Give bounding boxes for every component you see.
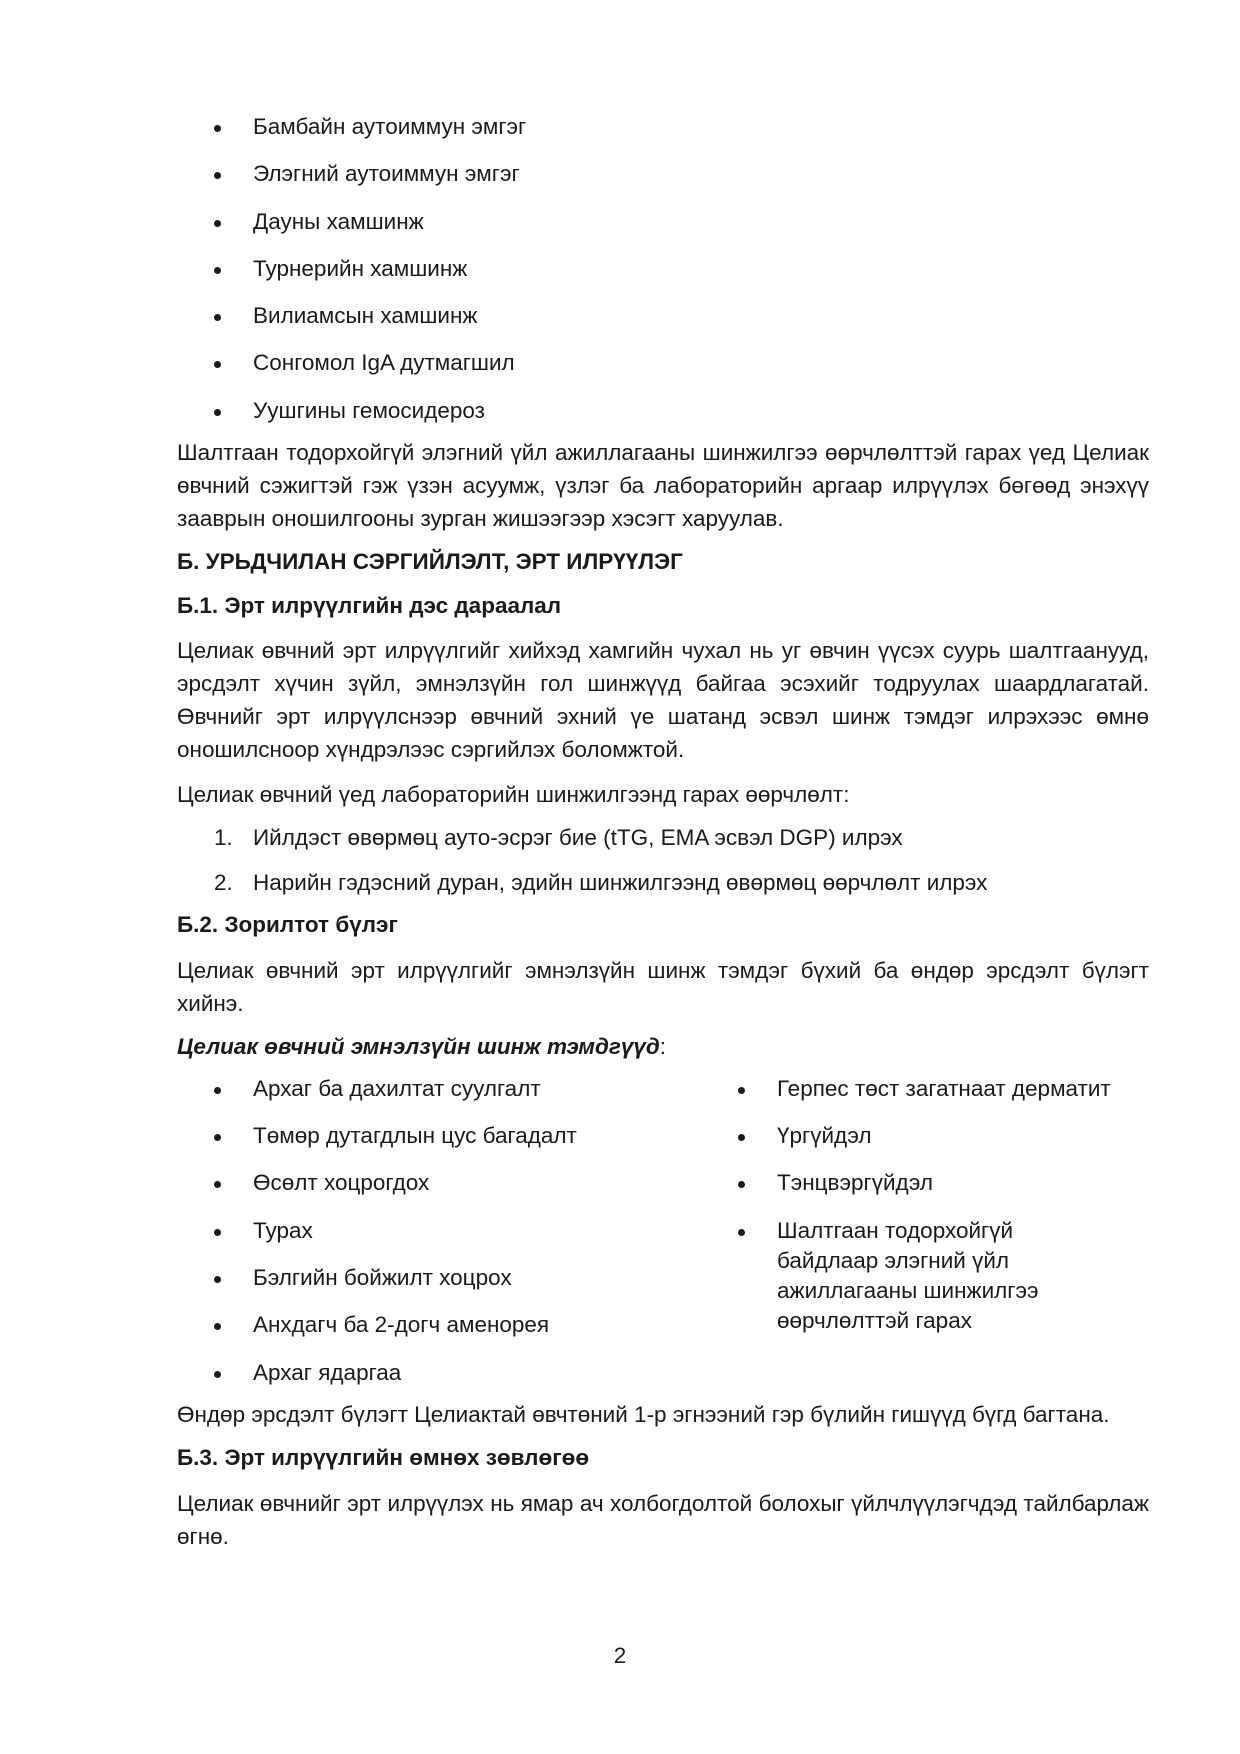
list-item-text: Бэлгийн бойжилт хоцрох (253, 1264, 512, 1290)
bullet-dot (214, 220, 221, 227)
list-item-text: Архаг ядаргаа (253, 1359, 402, 1385)
list-item (177, 301, 1149, 331)
list-item (177, 823, 1149, 853)
bullet-dot (214, 1181, 221, 1188)
top-bullet-list (177, 112, 1149, 426)
section-b1-title: Б.1. Эрт илрүүлгийн дэс дараалал (177, 592, 562, 618)
bullet-dot (214, 314, 221, 321)
list-item-text: Бамбайн аутоиммун эмгэг (253, 114, 527, 139)
list-item-text: Анхдагч ба 2-догч аменорея (253, 1312, 550, 1338)
bullet-dot (738, 1087, 745, 1094)
b1-numbered-list (177, 823, 1149, 898)
b3-paragraph-1: Целиак өвчнийг эрт илрүүлэх нь ямар ач холбогдолтой болохыг үйлчлүүлэгчдэд тайлбарлаж өгнө. (177, 1490, 1149, 1549)
bullet-dot (214, 1276, 221, 1283)
list-item (177, 207, 1149, 237)
page-number: 2 (613, 1643, 627, 1668)
b2-paragraph-1: Целиак өвчний эрт илрүүлгийг эмнэлзүйн шинж тэмдэг бүхий ба өндөр эрсдэлт бүлэгт хийнэ. (177, 957, 1149, 1016)
symptoms-right-list (699, 1074, 1149, 1398)
list-item (177, 159, 1149, 189)
bullet-dot (738, 1181, 745, 1188)
list-item-text: Тэнцвэргүйдэл (777, 1170, 934, 1196)
list-item (177, 1310, 699, 1340)
bullet-dot (214, 125, 221, 132)
bullet-dot (214, 409, 221, 416)
symptoms-columns (177, 1074, 1149, 1398)
b1-paragraph-2: Целиак өвчний үед лабораторийн шинжилгээнд гарах өөрчлөлт: (177, 781, 850, 807)
list-item (177, 1121, 699, 1151)
list-item (177, 1358, 699, 1388)
bullet-dot (214, 1323, 221, 1330)
bullet-dot (214, 1134, 221, 1141)
list-item (177, 254, 1149, 284)
symptoms-heading-colon: : (659, 1033, 667, 1059)
list-item (177, 1216, 699, 1246)
list-number: 2. (214, 869, 233, 895)
list-item-text: Турнерийн хамшинж (253, 255, 468, 281)
bullet-dot (214, 267, 221, 274)
list-item (699, 1216, 1067, 1336)
list-item-text: Дауны хамшинж (253, 208, 424, 234)
section-b2-title: Б.2. Зорилтот бүлэг (177, 911, 398, 937)
list-item-text: Уушгины гемосидероз (253, 397, 485, 423)
document-page (177, 112, 1149, 1563)
list-item-text: Сонгомол IgA дутмагшил (253, 350, 515, 376)
list-item-text: Турах (253, 1217, 313, 1243)
list-item-text: Герпес төст загатнаат дерматит (777, 1075, 1111, 1101)
bullet-dot (214, 1229, 221, 1236)
list-number: 1. (214, 824, 233, 850)
symptoms-heading (177, 1032, 1149, 1062)
list-item-text: Шалтгаан тодорхойгүй байдлаар элэгний үйл ажиллагааны шинжилгээ өөрчлөлттэй гарах (777, 1217, 1039, 1333)
bullet-dot (214, 361, 221, 368)
list-item (177, 1074, 699, 1104)
bullet-dot (738, 1229, 745, 1236)
list-item (177, 1263, 699, 1293)
list-item (177, 868, 1149, 898)
section-b3-title: Б.3. Эрт илрүүлгийн өмнөх зөвлөгөө (177, 1444, 590, 1470)
list-item-text: Нарийн гэдэсний дуран, эдийн шинжилгээнд өвөрмөц өөрчлөлт илрэх (253, 869, 988, 895)
section-b-title: Б. УРЬДЧИЛАН СЭРГИЙЛЭЛТ, ЭРТ ИЛРҮҮЛЭГ (177, 548, 683, 574)
list-item-text: Вилиамсын хамшинж (253, 303, 478, 329)
list-item (699, 1121, 1149, 1151)
list-item-text: Архаг ба дахилтат суулгалт (253, 1075, 541, 1101)
symptoms-heading-text: Целиак өвчний эмнэлзүйн шинж тэмдгүүд (177, 1033, 660, 1059)
list-item (699, 1074, 1149, 1104)
list-item-text: Өсөлт хоцрогдох (253, 1170, 430, 1196)
b1-paragraph-1: Целиак өвчний эрт илрүүлгийг хийхэд хамгийн чухал нь уг өвчин үүсэх суурь шалтгаанууд, эрсдэлт хүчин зүйл, эмнэлзүйн гол шинжүүд байгаа эсэхийг тодруулах шаардлагатай. Өвчнийг эрт илрүүлснээр өвчний эхний үе шатанд эсвэл шинж тэмдэг илрэхээс өмнө оношилсноор хүндрэлээс сэргийлэх боломжтой. (177, 637, 1149, 762)
bullet-dot (214, 172, 221, 179)
symptoms-left-list (177, 1074, 699, 1398)
list-item (177, 348, 1149, 378)
bullet-dot (214, 1087, 221, 1094)
list-item (177, 112, 1149, 142)
list-item-text: Төмөр дутагдлын цус багадалт (253, 1123, 577, 1149)
bullet-dot (738, 1134, 745, 1141)
bullet-dot (214, 1371, 221, 1378)
list-item (177, 396, 1149, 426)
intro-paragraph: Шалтгаан тодорхойгүй элэгний үйл ажиллагааны шинжилгээ өөрчлөлттэй гарах үед Целиак өвчний сэжигтэй гэж үзэн асуумж, үзлэг ба лабораторийн аргаар илрүүлэх бөгөөд энэхүү зааврын оношилгооны зурган жишээгээр хэсэгт харуулав. (177, 439, 1149, 531)
list-item-text: Ийлдэст өвөрмөц ауто-эсрэг бие (tTG, EMA эсвэл DGP) илрэх (253, 824, 903, 850)
b2-paragraph-2: Өндөр эрсдэлт бүлэгт Целиактай өвчтөний 1-р эгнээний гэр бүлийн гишүүд бүгд багтана. (177, 1401, 1110, 1427)
list-item (177, 1168, 699, 1198)
list-item-text: Үргүйдэл (777, 1123, 872, 1149)
list-item (699, 1168, 1149, 1198)
list-item-text: Элэгний аутоиммун эмгэг (253, 161, 520, 187)
